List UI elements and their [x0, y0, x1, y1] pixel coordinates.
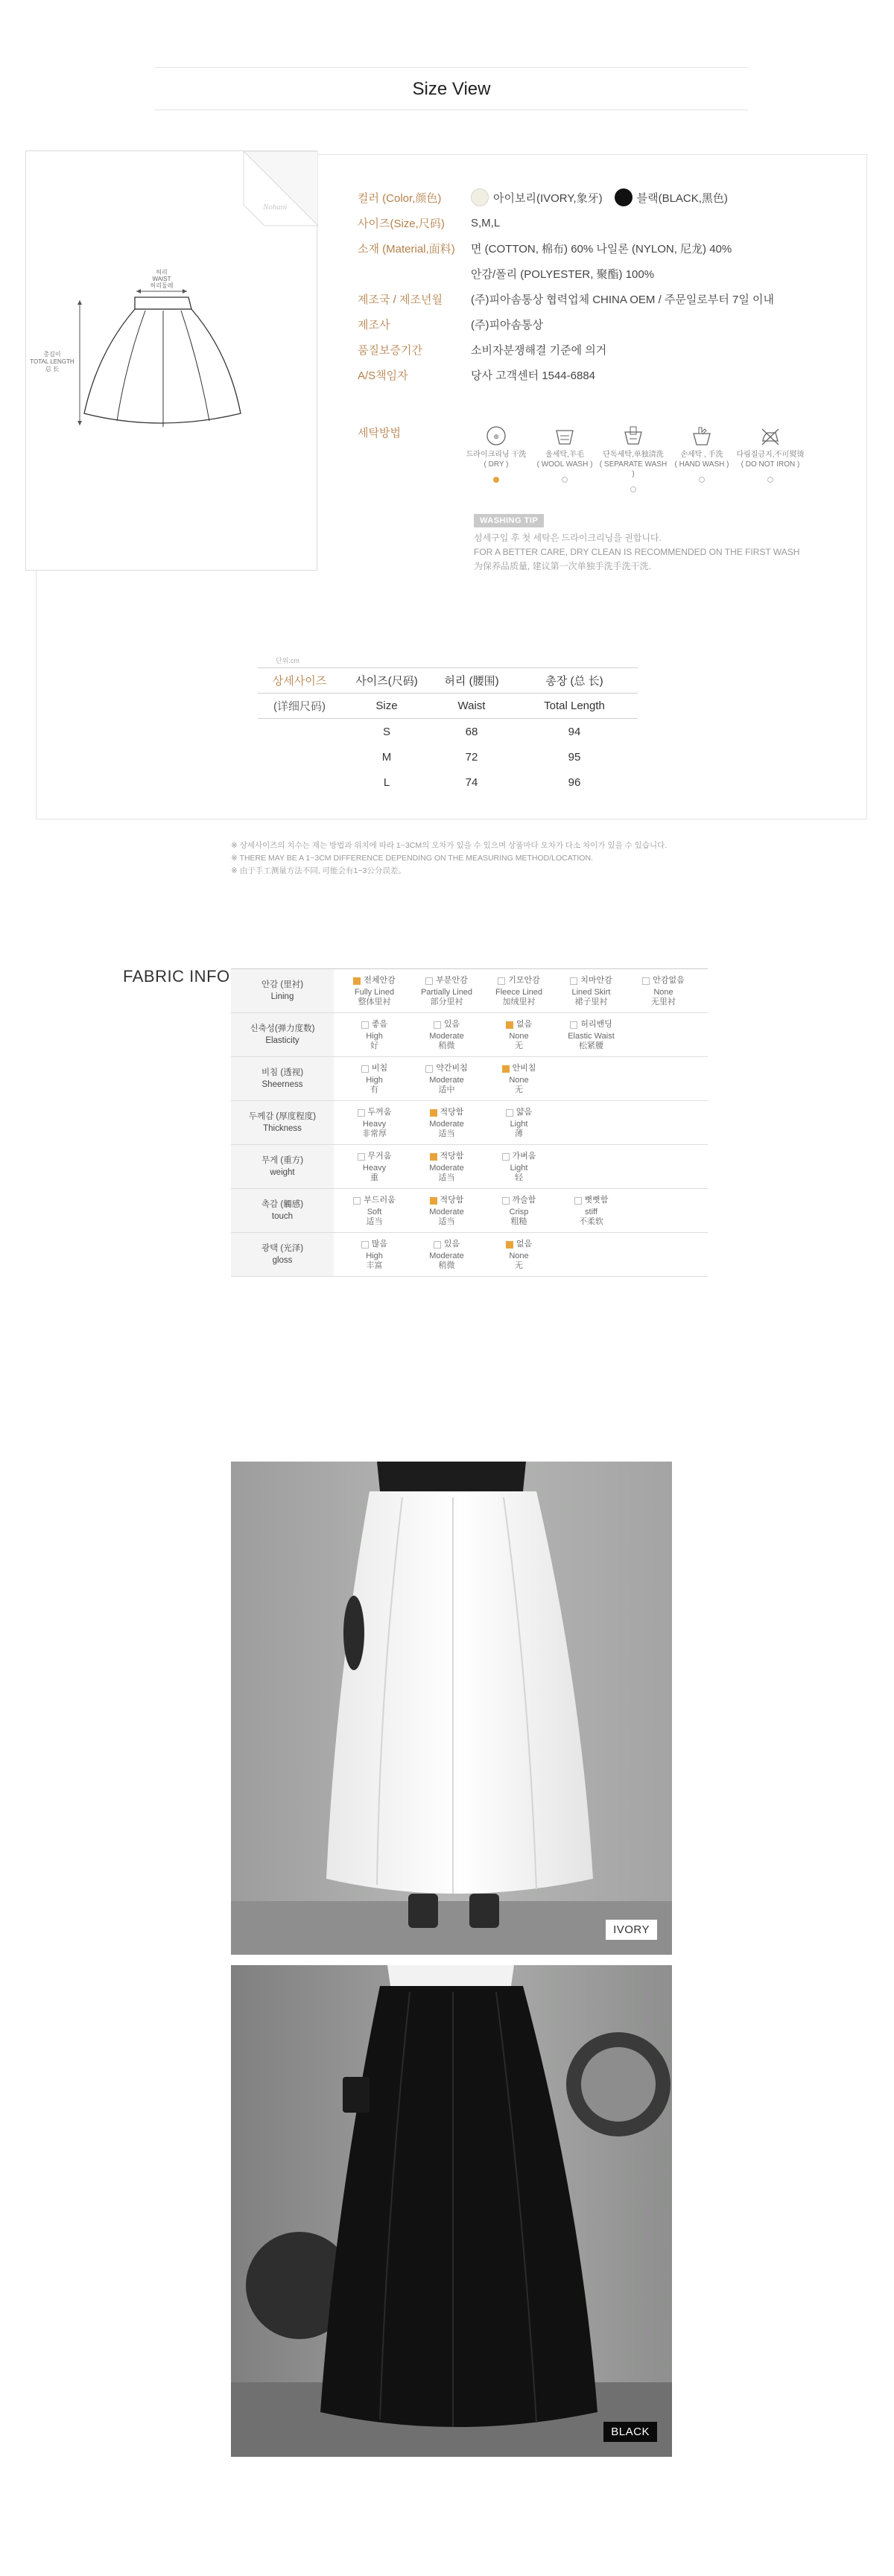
spec-row-size: 사이즈(Size,尺码) S,M,L [358, 216, 501, 230]
color-name: 블랙(BLACK,黑色) [636, 191, 728, 205]
fabric-option: 많음 High 丰富 [338, 1238, 410, 1271]
fabric-option: 적당함 Moderate 适当 [429, 1108, 464, 1138]
fabric-row-label: 두께감 (厚度程度) Thickness [231, 1101, 334, 1144]
fabric-option: 비침 High 有 [338, 1062, 410, 1095]
table-row: L 74 96 [383, 775, 581, 789]
fabric-option: 허리밴딩 Elastic Waist 松紧腰 [568, 1020, 615, 1050]
checkbox-icon [434, 1021, 441, 1029]
black-swatch [615, 188, 633, 206]
checkbox-icon [434, 1241, 441, 1249]
ivory-skirt-image [231, 1462, 672, 1955]
fabric-row [231, 1057, 708, 1101]
no-iron-icon [736, 422, 805, 450]
checkbox-icon [642, 977, 650, 985]
color-tag: IVORY [606, 1920, 657, 1940]
fabric-option: 치마안감 Lined Skirt 裙子里衬 [555, 974, 627, 1007]
fabric-row [231, 1013, 708, 1057]
washing-tip-badge: WASHING TIP [474, 514, 544, 527]
fabric-option: 없음 None 无 [483, 1018, 555, 1051]
table-subheader: (详细尺码) Size Waist Total Length [258, 694, 638, 719]
checkbox-icon [502, 1065, 510, 1073]
washing-tip-text: 섬세구입 후 첫 세탁은 드라이크리닝을 권합니다. FOR A BETTER CARE, DRY CLEAN IS RECOMMENDED ON THE FIRST WASH 为保养品质量, 建议第一次单独手洗手洗干洗. [474, 533, 800, 571]
wash-label: 세탁방법 [358, 427, 401, 440]
checkbox-icon [506, 1021, 513, 1029]
fabric-option: 없음 None 无 [483, 1238, 555, 1271]
fabric-row [231, 1189, 708, 1233]
checkbox-icon [502, 1153, 510, 1161]
dry-clean-icon [462, 422, 530, 450]
fabric-row [231, 1233, 708, 1277]
fabric-option: 적당함 Moderate 适当 [429, 1152, 464, 1182]
fabric-row [231, 1101, 708, 1145]
fabric-option: 안비침 None 无 [483, 1062, 555, 1095]
fabric-option: 부드러움 Soft 适当 [338, 1194, 410, 1227]
waist-label: 허리 WAIST 허리둘레 [150, 269, 174, 289]
ivory-product-photo [231, 1462, 672, 1955]
checkbox-icon [502, 1197, 510, 1205]
table-row: M 72 95 [381, 750, 581, 764]
separate-wash-icon [599, 422, 668, 450]
fabric-row-label: 신축성(弹力度数) Elasticity [231, 1013, 334, 1056]
fabric-option: 기모안감 Fleece Lined 加绒里衬 [495, 976, 542, 1006]
fabric-row-label: 안감 (里衬) Lining [231, 969, 334, 1012]
checkbox-icon [430, 1153, 437, 1161]
selected-dot [493, 477, 499, 483]
logo-mark: Nohani [263, 203, 288, 212]
wool-wash-icon [530, 422, 599, 450]
black-product-photo [231, 1965, 672, 2457]
wash-item-separate: 단독세탁,单独清洗 ( SEPARATE WASH ) [599, 422, 668, 492]
spec-row-warranty: 품질보증기간 소비자분쟁해결 기준에 의거 [358, 343, 607, 357]
table-header: 상세사이즈 사이즈(尺码) 허리 (腰围) 총장 (总 长) [258, 668, 638, 694]
fabric-option: 무거움 Heavy 重 [338, 1150, 410, 1183]
wash-methods [358, 422, 805, 492]
size-view-header [155, 67, 748, 110]
fabric-option: 뻣뻣함 stiff 不柔软 [555, 1194, 627, 1227]
checkbox-icon [353, 1197, 361, 1205]
checkbox-icon [430, 1197, 437, 1205]
fabric-info-title: FABRIC INFO [123, 967, 230, 986]
spec-list [358, 185, 834, 387]
fabric-option: 두꺼움 Heavy 非常厚 [338, 1106, 410, 1139]
measurement-notes: ※ 상세사이즈의 치수는 재는 방법과 위치에 따라 1~3CM의 오차가 있을 수 있으며 상품마다 오차가 다소 차이가 있을 수 있습니다. ※ THERE MAY BE A 1~3CM DIFFERENCE DEPENDING ON THE MEASURING METHOD/LOCATION. ※ 由于手工测量方法不同, 可能会有1~3公分误差。 [231, 841, 668, 875]
fabric-option: 가벼움 Light 轻 [483, 1150, 555, 1183]
checkbox-icon [574, 1197, 582, 1205]
spec-row-color: 컬러 (Color,颜色) 아이보리(IVORY,象牙) 블랙(BLACK,黑色) [358, 185, 834, 210]
spec-row-as: A/S책임자 당사 고객센터 1544-6884 [358, 369, 596, 382]
checkbox-icon [570, 977, 577, 985]
fabric-option: 전체안감 Fully Lined 整体里衬 [354, 976, 396, 1006]
fabric-row-label: 무게 (重方) weight [231, 1145, 334, 1188]
fabric-option: 있음 Moderate 稍微 [429, 1020, 464, 1050]
checkbox-icon [358, 1153, 365, 1161]
size-table [258, 667, 638, 795]
spec-row-manufacturer: 제조사 (주)피아솜통상 [358, 318, 543, 331]
fabric-row-label: 비침 (透视) Sheerness [231, 1057, 334, 1100]
checkbox-icon [498, 977, 505, 985]
size-diagram-card [25, 150, 317, 571]
svg-text:⊕: ⊕ [493, 434, 499, 441]
fabric-option: 있음 Moderate 稍微 [429, 1240, 464, 1270]
black-skirt-image [231, 1965, 672, 2457]
wash-item-wool: 울세탁,羊毛 ( WOOL WASH ) [530, 422, 599, 492]
fabric-option: 좋음 High 好 [338, 1018, 410, 1051]
fabric-row-label: 광택 (光泽) gloss [231, 1233, 334, 1276]
section-title: Size View [412, 79, 491, 99]
color-name: 아이보리(IVORY,象牙) [493, 191, 603, 205]
unit-label: 단위:cm [276, 657, 299, 664]
fabric-option: 얇음 Light 薄 [483, 1106, 555, 1139]
checkbox-icon [430, 1109, 437, 1117]
checkbox-icon [353, 977, 361, 985]
fabric-option: 적당함 Moderate 适当 [429, 1196, 464, 1226]
fabric-row-label: 촉감 (觸感) touch [231, 1189, 334, 1232]
checkbox-icon [358, 1109, 365, 1117]
length-label: 총길이 TOTAL LENGTH 总 长 [30, 351, 74, 372]
fabric-row [231, 969, 708, 1013]
fabric-option: 까슬함 Crisp 粗糙 [483, 1194, 555, 1227]
checkbox-icon [425, 1065, 433, 1073]
wash-item-noiron: 다림질금지,不可熨烫 ( DO NOT IRON ) [736, 422, 805, 492]
checkbox-icon [506, 1109, 513, 1117]
color-tag: BLACK [603, 2422, 657, 2442]
fabric-info-table [231, 968, 708, 1277]
spec-row-lining: 안감/폴리 (POLYESTER, 聚酯) 100% [471, 267, 655, 281]
checkbox-icon [570, 1021, 577, 1029]
checkbox-icon [506, 1241, 513, 1249]
wash-item-hand: 손세탁 , 手洗 ( HAND WASH ) [668, 422, 736, 492]
table-row: S 68 94 [382, 725, 581, 738]
spec-row-origin: 제조국 / 제조년월 (주)피아솜통상 협력업체 CHINA OEM / 주문일로부터 7일 이내 [358, 293, 774, 306]
checkbox-icon [361, 1021, 369, 1029]
checkbox-icon [361, 1065, 369, 1073]
fabric-option: 부분안감 Partially Lined 部分里衬 [420, 976, 473, 1006]
ivory-swatch [471, 188, 489, 206]
checkbox-icon [361, 1241, 369, 1249]
spec-row-material: 소재 (Material,面料) 면 (COTTON, 棉布) 60% 나일론 (NYLON, 尼龙) 40% [358, 242, 732, 256]
wash-item-dry: ⊕ 드라이크리닝 干洗 ( DRY ) [462, 422, 530, 492]
checkbox-icon [425, 977, 433, 985]
fabric-option: 약간비침 Moderate 适中 [410, 1062, 483, 1095]
fabric-row [231, 1145, 708, 1189]
fabric-option: 안감없음 None 无里衬 [627, 974, 700, 1007]
hand-wash-icon [668, 422, 736, 450]
